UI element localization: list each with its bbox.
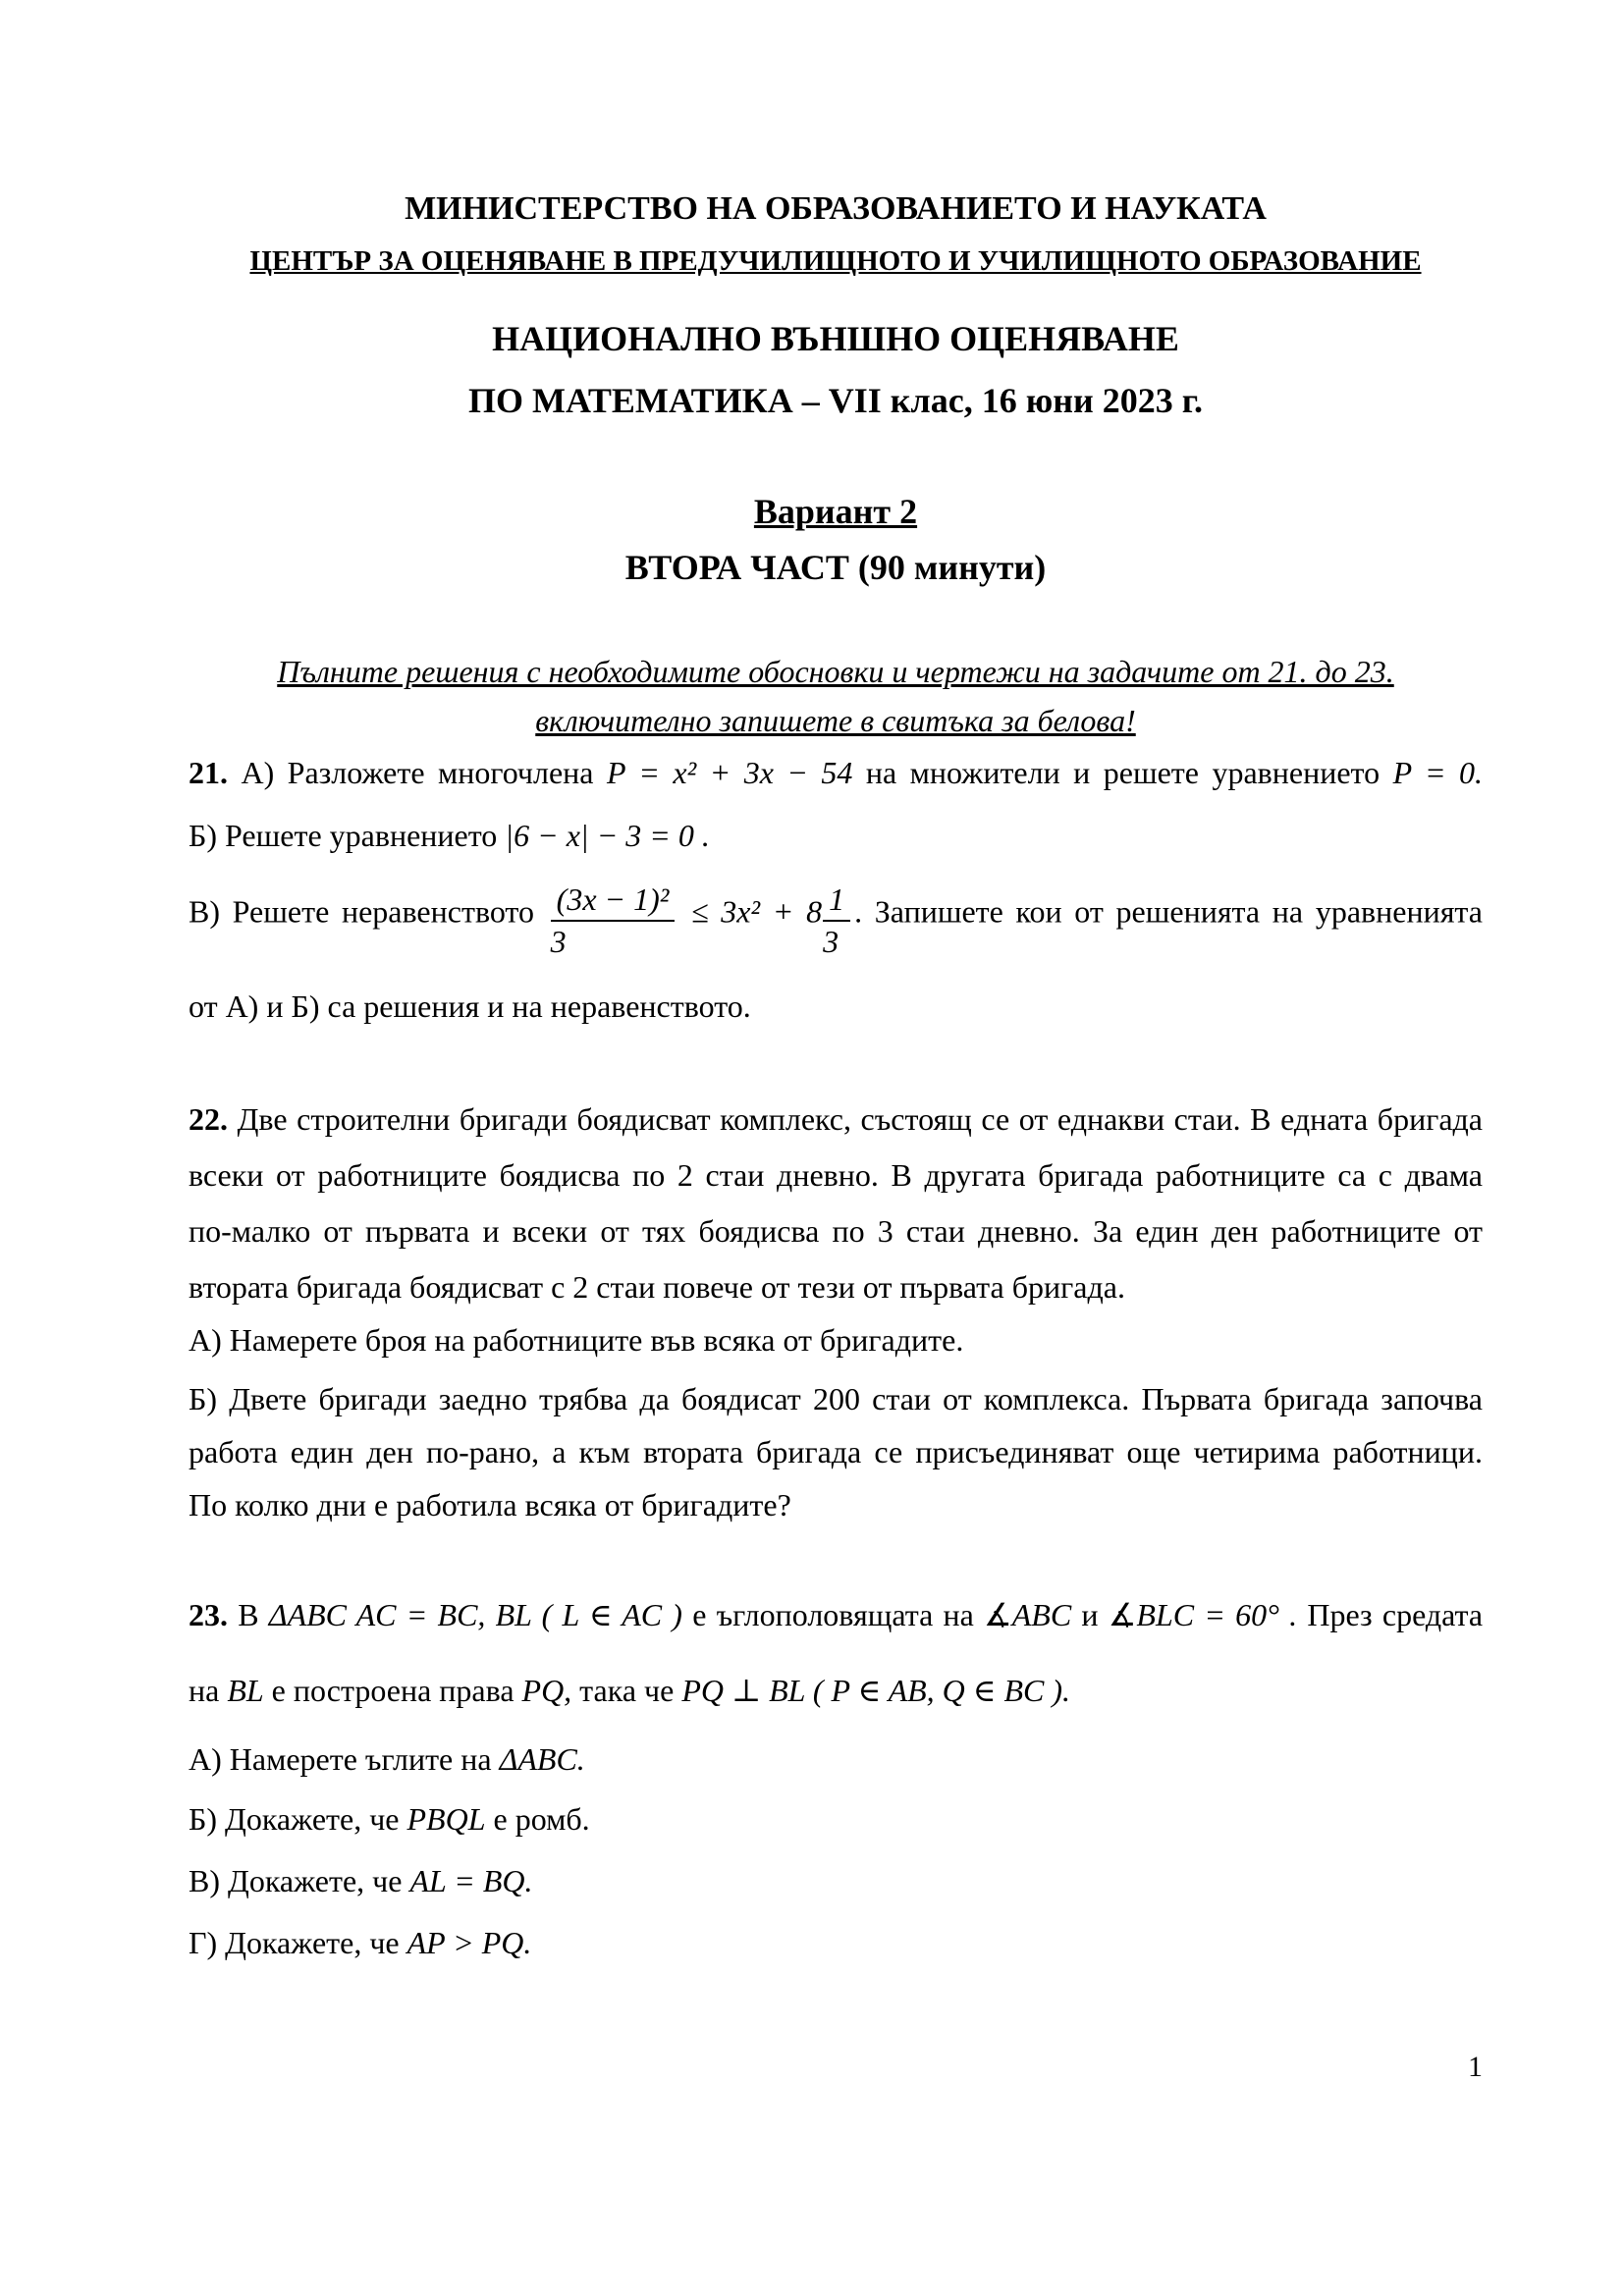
header-part — [189, 544, 1483, 592]
problem-22-line-3-text: по-малко от първата и всеки от тях боядисва по 3 стаи дневно. За един ден работниците от — [189, 1213, 1483, 1249]
problem-22-line-1 — [189, 1098, 1483, 1141]
problem-22-b-text-3: По колко дни е работила всяка от бригадите? — [189, 1487, 791, 1522]
problem-22-item-b-line-1 — [189, 1378, 1483, 1420]
problem-21-number: 21. — [189, 755, 228, 790]
problem-23-line-2-text-3: така че — [579, 1673, 675, 1708]
problem-23-b-text-1: Б) Докажете, че — [189, 1801, 400, 1837]
problem-21-a-text-1: А) Разложете многочлена — [241, 755, 594, 790]
header-variant — [189, 488, 1483, 536]
problem-21-c-fraction-2 — [822, 881, 854, 959]
problem-23-line-1-text-1: В — [238, 1597, 259, 1632]
problem-21-c-text-1: В) Решете неравенството — [189, 893, 534, 930]
problem-23-line-1 — [189, 1594, 1483, 1636]
header-center-text: ЦЕНТЪР ЗА ОЦЕНЯВАНЕ В ПРЕДУЧИЛИЩНОТО И УЧИЛИЩНОТО ОБРАЗОВАНИЕ — [249, 245, 1422, 277]
problem-21-b-text: Б) Решете уравнението — [189, 818, 498, 853]
header-ministry — [189, 187, 1483, 232]
header-center — [189, 242, 1483, 281]
instruction-line-2-text: включително запишете в свитъка за белова! — [535, 703, 1136, 738]
problem-23-number: 23. — [189, 1597, 228, 1632]
problem-21-item-c-line-1 — [189, 881, 1483, 960]
problem-22-line-3 — [189, 1210, 1483, 1253]
problem-23-line-1-formula-2: ∡ABC — [984, 1597, 1072, 1632]
problem-22-number: 22. — [189, 1101, 228, 1137]
header-ministry-text: МИНИСТЕРСТВО НА ОБРАЗОВАНИЕТО И НАУКАТА — [405, 190, 1267, 227]
header-variant-text: Вариант 2 — [753, 492, 918, 531]
problem-21-c-formula: ≤ 3x² + 8 — [691, 893, 823, 930]
problem-21-c-text-3: от А) и Б) са решения и на неравенството. — [189, 988, 751, 1024]
problem-22-line-1-text: Две строителни бригади боядисват комплекс, състоящ се от еднакви стаи. В едната бригада — [237, 1101, 1484, 1137]
problem-23-a-text: А) Намерете ъглите на — [189, 1741, 492, 1777]
problem-23-line-1-text-2: е ъглополовящата на — [692, 1597, 974, 1632]
problem-23-c-formula: AL = BQ. — [409, 1863, 533, 1898]
problem-22-item-a — [189, 1319, 1483, 1362]
fraction-2-numerator: 1 — [823, 881, 850, 922]
problem-23-line-2-text-2: е построена права — [271, 1673, 514, 1708]
header-subject-text: ПО МАТЕМАТИКА – VII клас, 16 юни 2023 г. — [468, 381, 1203, 420]
page-number — [189, 2048, 1483, 2088]
problem-21-c-fraction-1 — [547, 881, 679, 959]
problem-22-line-2-text: всеки от работниците боядисва по 2 стаи дневно. В другата бригада работниците са с двама — [189, 1157, 1483, 1193]
header-subject — [189, 377, 1483, 425]
fraction-1-denominator: 3 — [550, 923, 567, 959]
instruction-line-1-text: Пълните решения с необходимите обосновки и чертежи на задачите от 21. до 23. — [277, 654, 1394, 689]
problem-21-item-b — [189, 815, 1483, 857]
problem-23-a-formula: ΔABC. — [499, 1741, 585, 1777]
problem-22-line-2 — [189, 1154, 1483, 1197]
problem-23-line-1-formula-1: ΔABC AC = BC, BL ( L ∈ AC ) — [268, 1597, 682, 1632]
header-exam-title-text: НАЦИОНАЛНО ВЪНШНО ОЦЕНЯВАНЕ — [492, 319, 1179, 358]
problem-23-line-1-text-3: и — [1081, 1597, 1099, 1632]
fraction-2-denominator: 3 — [823, 923, 839, 959]
problem-22-b-text-2: работа един ден по-рано, а към втората бригада се присъединяват още четирима работници. — [189, 1434, 1483, 1469]
problem-21-c-text-2: . Запишете кои от решенията на уравненията — [854, 893, 1484, 930]
problem-23-item-d — [189, 1922, 1483, 1964]
problem-23-d-formula: AP > PQ. — [406, 1925, 532, 1960]
problem-23-line-2-formula-3: PQ ⊥ BL ( P ∈ AB, Q ∈ BC ). — [681, 1673, 1070, 1708]
problem-23-item-c — [189, 1860, 1483, 1902]
problem-23-c-text: В) Докажете, че — [189, 1863, 403, 1898]
problem-23-line-2-formula-1: BL — [227, 1673, 264, 1708]
problem-21-item-a — [189, 752, 1483, 794]
problem-21-a-text-2: на множители и решете уравнението — [865, 755, 1380, 790]
problem-23-line-1-text-4: През средата — [1307, 1597, 1484, 1632]
problem-23-line-2-text-1: на — [189, 1673, 220, 1708]
problem-23-b-formula: PBQL — [406, 1801, 486, 1837]
header-part-text: ВТОРА ЧАСТ (90 минути) — [624, 548, 1047, 587]
problem-23-line-2 — [189, 1670, 1483, 1712]
problem-22-item-b-line-3 — [189, 1484, 1483, 1526]
problem-22-line-4 — [189, 1266, 1483, 1308]
problem-21-item-c-line-2 — [189, 986, 1483, 1028]
problem-23-line-1-formula-3: ∡BLC = 60° . — [1108, 1597, 1298, 1632]
instruction-line-1 — [189, 651, 1483, 693]
header-exam-title — [189, 315, 1483, 363]
problem-22-item-b-line-2 — [189, 1431, 1483, 1473]
problem-23-line-2-formula-2: PQ, — [521, 1673, 572, 1708]
problem-22-a-text: А) Намерете броя на работниците във всяка от бригадите. — [189, 1322, 964, 1358]
problem-23-d-text: Г) Докажете, че — [189, 1925, 400, 1960]
problem-21-a-formula-1: P = x² + 3x − 54 — [606, 755, 853, 790]
problem-22-b-text-1: Б) Двете бригади заедно трябва да боядисат 200 стаи от комплекса. Първата бригада започва — [189, 1381, 1483, 1416]
problem-23-item-a — [189, 1738, 1483, 1781]
problem-23-b-text-2: е ромб. — [493, 1801, 590, 1837]
problem-21-b-formula: |6 − x| − 3 = 0 . — [505, 818, 710, 853]
instruction-line-2 — [189, 700, 1483, 742]
problem-22-line-4-text: втората бригада боядисват с 2 стаи повече от тези от първата бригада. — [189, 1269, 1125, 1305]
problem-21-a-formula-2: P = 0. — [1392, 755, 1484, 790]
problem-23-item-b — [189, 1798, 1483, 1841]
page-number-text: 1 — [1468, 2051, 1483, 2083]
fraction-1-numerator: (3x − 1)² — [551, 881, 676, 922]
